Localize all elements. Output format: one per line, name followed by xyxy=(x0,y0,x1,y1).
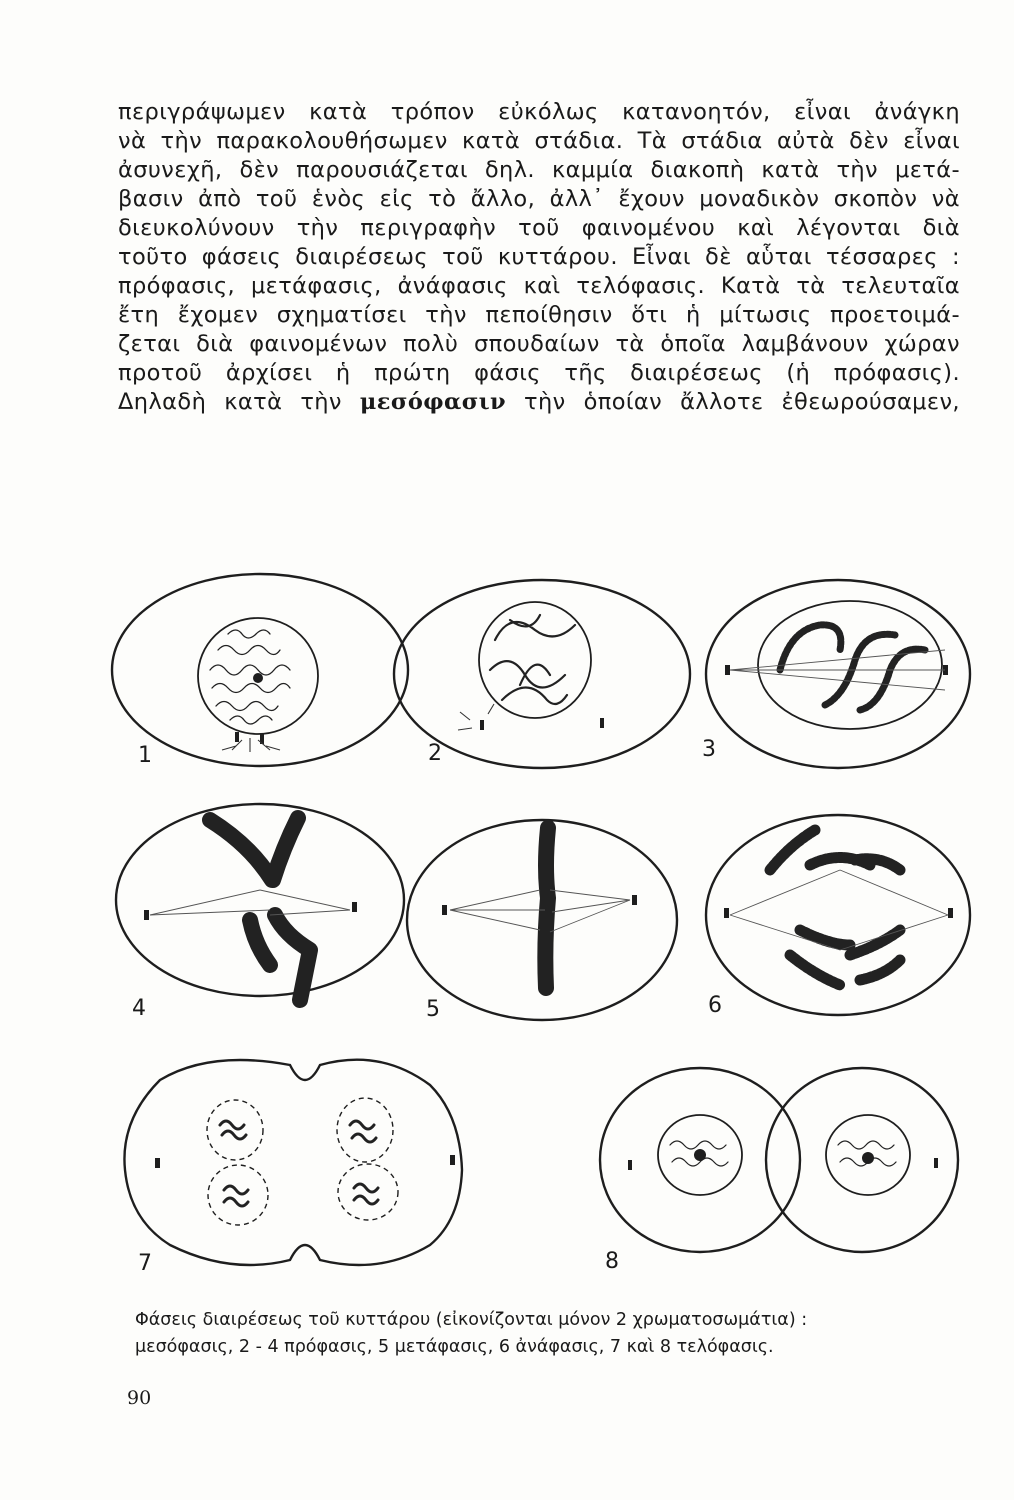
text-line: τοῦτο φάσεις διαιρέσεως τοῦ κυττάρου. Εἶναι δὲ αὗται τέσσαρες : xyxy=(118,244,960,270)
text-line: διευκολύνουν τὴν περιγραφὴν τοῦ φαινομένου καὶ λέγονται διὰ xyxy=(118,215,960,241)
body-paragraph xyxy=(118,98,960,417)
centriole xyxy=(934,1158,938,1168)
centriole xyxy=(725,665,730,675)
centriole xyxy=(724,908,729,918)
figure-label-8: 8 xyxy=(605,1249,619,1274)
chromosome-upper xyxy=(210,818,298,880)
reforming-nucleus xyxy=(337,1098,393,1162)
text-line: βασιν ἀπὸ τοῦ ἑνὸς εἰς τὸ ἄλλο, ἀλλ᾽ ἔχουν μοναδικὸν σκοπὸν νὰ xyxy=(118,186,960,212)
centriole xyxy=(450,1155,455,1165)
text-line: πρόφασις, μετάφασις, ἀνάφασις καὶ τελόφασις. Κατὰ τὰ τελευταῖα xyxy=(118,273,960,299)
cell-membrane xyxy=(394,580,690,768)
text-line: ζεται διὰ φαινομένων πολὺ σπουδαίων τὰ ὁποῖα λαμβάνουν χώραν xyxy=(118,331,960,357)
text-fragment: τὴν ὁποίαν ἄλλοτε ἐθεωρούσαμεν, xyxy=(524,389,960,415)
text-line: ἀσυνεχῆ, δὲν παρουσιάζεται δηλ. καμμία διακοπὴ κατὰ τὴν μετά- xyxy=(118,157,960,183)
condensing-chromatin xyxy=(490,615,575,704)
mitosis-figure xyxy=(110,570,980,1285)
figure-label-4: 4 xyxy=(132,996,146,1021)
figure-label-6: 6 xyxy=(708,993,722,1018)
cell-membrane xyxy=(706,580,970,768)
figure-label-5: 5 xyxy=(426,997,440,1022)
reforming-nucleus xyxy=(208,1165,268,1225)
nucleolus xyxy=(253,673,263,683)
centriole xyxy=(948,908,953,918)
page-number: 90 xyxy=(127,1387,152,1409)
cell-2-prophase xyxy=(394,580,690,768)
mitosis-diagram xyxy=(110,570,980,1285)
caption-line: μεσόφασις, 2 - 4 πρόφασις, 5 μετάφασις, 6 ἀνάφασις, 7 καὶ 8 τελόφασις. xyxy=(135,1337,774,1357)
nucleus xyxy=(479,602,591,718)
bold-term: μεσόφασιν xyxy=(359,389,507,415)
aster xyxy=(222,738,280,752)
cell-membrane-dividing xyxy=(124,1060,462,1265)
cell-1-interphase xyxy=(112,574,408,768)
cell-5-metaphase xyxy=(407,820,677,1022)
chromatids-lower xyxy=(790,930,900,985)
spindle-fibers xyxy=(730,870,948,950)
cell-8-telophase xyxy=(600,1068,958,1274)
figure-label-1: 1 xyxy=(138,743,152,768)
aster xyxy=(458,704,494,730)
centriole xyxy=(628,1160,632,1170)
caption-line: Φάσεις διαιρέσεως τοῦ κυττάρου (εἰκονίζονται μόνον 2 χρωματοσωμάτια) : xyxy=(135,1310,808,1330)
text-line: ἔτη ἔχομεν σχηματίσει τὴν πεποίθησιν ὅτι ἡ μίτωσις προετοιμά- xyxy=(118,302,960,328)
centriole xyxy=(632,895,637,905)
daughter-cell-membrane xyxy=(766,1068,958,1252)
chromatids-upper xyxy=(770,830,900,870)
centriole xyxy=(442,905,447,915)
text-line: προτοῦ ἀρχίσει ἡ πρώτη φάσις τῆς διαιρέσεως (ἡ πρόφασις). xyxy=(118,360,960,386)
centriole xyxy=(144,910,149,920)
centriole xyxy=(155,1158,160,1168)
chromosome-lower xyxy=(250,915,310,1000)
spindle-fibers xyxy=(150,890,350,915)
reforming-nucleus xyxy=(207,1100,263,1160)
centriole xyxy=(235,732,239,742)
centriole xyxy=(352,902,357,912)
cell-3-prophase xyxy=(702,580,970,768)
chromosomes xyxy=(780,625,925,710)
cell-membrane xyxy=(116,804,404,996)
centriole xyxy=(480,720,484,730)
cell-4-prophase xyxy=(116,804,404,1021)
figure-caption xyxy=(135,1307,965,1361)
cell-7-telophase xyxy=(124,1060,462,1276)
text-line: περιγράψωμεν κατὰ τρόπον εὐκόλως κατανοητόν, εἶναι ἀνάγκη xyxy=(118,99,960,125)
figure-label-3: 3 xyxy=(702,737,716,762)
nucleolus xyxy=(862,1152,874,1164)
figure-label-7: 7 xyxy=(138,1251,152,1276)
chromatin-network xyxy=(210,630,290,724)
text-line: νὰ τὴν παρακολουθήσωμεν κατὰ στάδια. Τὰ στάδια αὐτὰ δὲν εἶναι xyxy=(118,128,960,154)
centriole xyxy=(600,718,604,728)
nucleolus xyxy=(694,1149,706,1161)
text-line-last xyxy=(118,388,960,417)
text-fragment: Δηλαδὴ κατὰ τὴν xyxy=(118,389,342,415)
figure-label-2: 2 xyxy=(428,741,442,766)
decondensing-chromosomes xyxy=(220,1121,378,1206)
metaphase-chromosome xyxy=(545,828,548,988)
cell-6-anaphase xyxy=(706,815,970,1018)
